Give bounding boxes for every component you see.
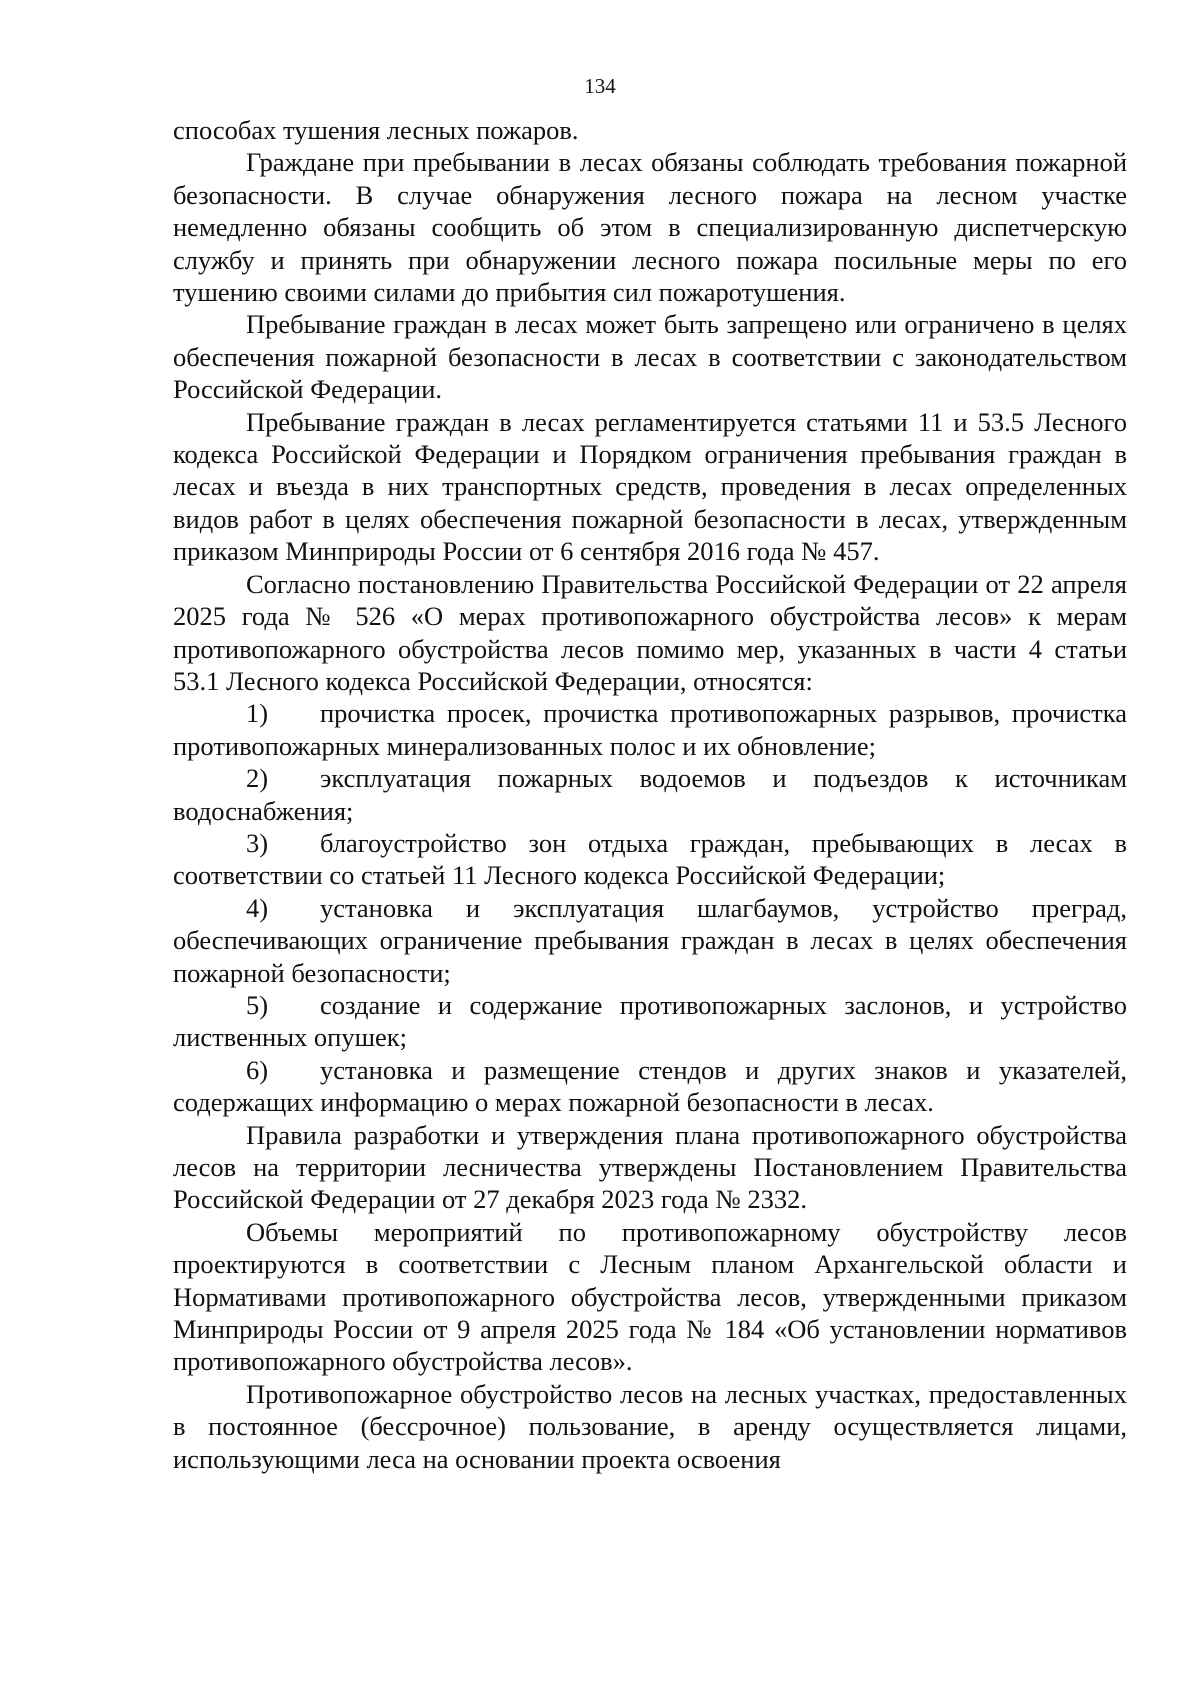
list-item-text: эксплуатация пожарных водоемов и подъездов к источникам водоснабжения; xyxy=(173,763,1127,826)
list-item-text: благоустройство зон отдыха граждан, пребывающих в лесах в соответствии со статьей 11 Лесного кодекса Российской Федерации; xyxy=(173,827,1127,891)
list-item xyxy=(173,1054,1127,1119)
list-item xyxy=(173,827,1127,892)
list-item xyxy=(173,762,1127,827)
document-body xyxy=(173,114,1127,1475)
paragraph-plan-rules: Правила разработки и утверждения плана противопожарного обустройства лесов на территории лесничества утверждены Постановлением Правительства Российской Федерации от 27 декабря 2023 года № 2332. xyxy=(173,1119,1127,1215)
list-item-number: 2) xyxy=(246,763,269,794)
list-item-text: установка и размещение стендов и других знаков и указателей, содержащих информацию о мерах пожарной безопасности в лесах. xyxy=(173,1054,1127,1118)
page-number: 134 xyxy=(584,74,616,98)
list-item xyxy=(173,989,1127,1054)
list-item-number: 5) xyxy=(246,989,269,1020)
list-item xyxy=(173,892,1127,989)
list-item-number: 1) xyxy=(246,698,269,729)
paragraph-government-decree: Согласно постановлению Правительства Российской Федерации от 22 апреля 2025 года № 526 «О мерах противопожарного обустройства лесов» к мерам противопожарного обустройства лесов помимо мер, указанных в части 4 статьи 53.1 Лесного кодекса Российской Федерации, относятся: xyxy=(173,568,1127,696)
paragraph-measures-volume: Объемы мероприятий по противопожарному обустройству лесов проектируются в соответствии с Лесным планом Архангельской области и Нормативами противопожарного обустройства лесов, утвержденными приказом Минприроды России от 9 апреля 2025 года № 184 «Об установлении нормативов противопожарного обустройства лесов». xyxy=(173,1216,1127,1377)
paragraph-stay-restriction: Пребывание граждан в лесах может быть запрещено или ограничено в целях обеспечения пожарной безопасности в лесах в соответствии с законодательством Российской Федерации. xyxy=(173,309,1127,405)
list-item-number: 3) xyxy=(246,827,269,858)
list-item-text: создание и содержание противопожарных заслонов, и устройство лиственных опушек; xyxy=(173,989,1127,1053)
paragraph-citizens-duties: Граждане при пребывании в лесах обязаны соблюдать требования пожарной безопасности. В случае обнаружения лесного пожара на лесном участке немедленно обязаны сообщить об этом в специализированную диспетчерскую службу и принять при обнаружении лесного пожара посильные меры по его тушению своими силами до прибытия сил пожаротушения. xyxy=(173,147,1127,308)
paragraph-fire-arrangement: Противопожарное обустройство лесов на лесных участках, предоставленных в постоянное (бессрочное) пользование, в аренду осуществляется лицами, использующими леса на основании проекта освоения xyxy=(173,1378,1127,1474)
list-item-number: 6) xyxy=(246,1054,269,1085)
list-item-text: прочистка просек, прочистка противопожарных разрывов, прочистка противопожарных минерализованных полос и их обновление; xyxy=(173,698,1127,761)
list-item-number: 4) xyxy=(246,892,269,923)
list-item xyxy=(173,697,1127,762)
list-item-text: установка и эксплуатация шлагбаумов, устройство преград, обеспечивающих ограничение пребывания граждан в лесах в целях обеспечения пожарной безопасности; xyxy=(173,892,1127,988)
paragraph-continuation: способах тушения лесных пожаров. xyxy=(173,115,579,145)
paragraph-stay-regulation: Пребывание граждан в лесах регламентируется статьями 11 и 53.5 Лесного кодекса Российской Федерации и Порядком ограничения пребывания граждан в лесах и въезда в них транспортных средств, проведения в лесах определенных видов работ в целях обеспечения пожарной безопасности в лесах, утвержденным приказом Минприроды России от 6 сентября 2016 года № 457. xyxy=(173,406,1127,567)
